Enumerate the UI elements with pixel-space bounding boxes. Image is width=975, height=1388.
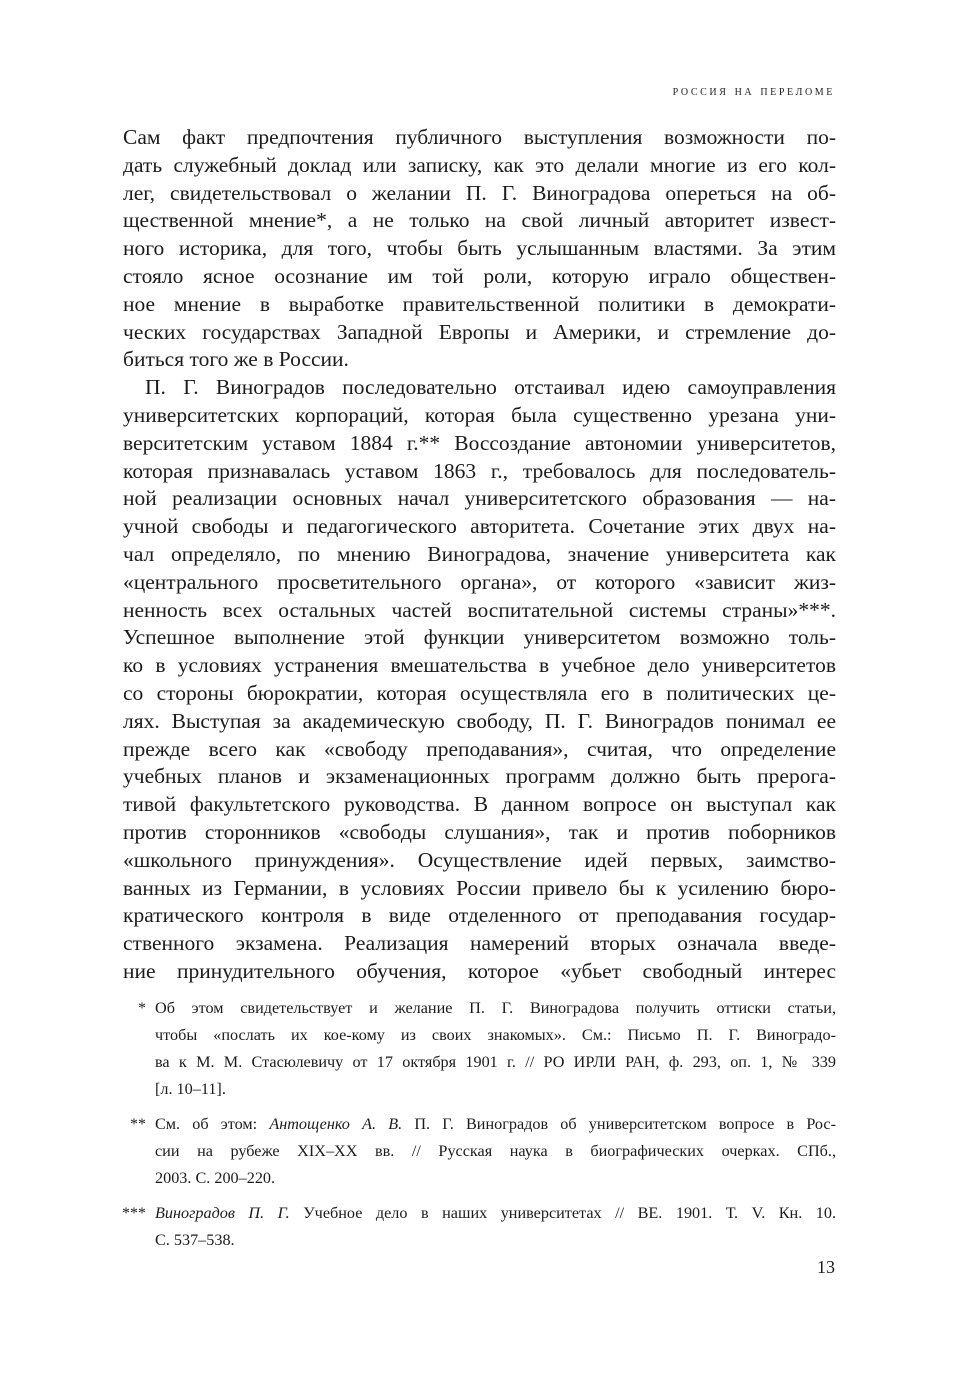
text-line: учной свободы и педагогического авторитета. Сочетание этих двух на-: [123, 514, 836, 539]
main-text: [123, 124, 836, 986]
footnote-line: сии на рубеже XIX–XX вв. // Русская наука в биографических очерках. СПб.,: [155, 1142, 836, 1160]
footnote-line: [л. 10–11].: [155, 1080, 226, 1098]
footnotes: [100, 995, 836, 1262]
text-line: ной реализации основных начал университетского образования — на-: [123, 486, 836, 511]
text-line: ственного экзамена. Реализация намерений вторых означала введе-: [123, 931, 836, 956]
text-line: ко в условиях устранения вмешательства в учебное дело университетов: [123, 653, 836, 678]
footnote: [100, 1111, 836, 1192]
text-line: университетских корпораций, которая была существенно урезана уни-: [123, 402, 836, 427]
footnote-line: [155, 1200, 836, 1227]
text-line: биться того же в России.: [123, 347, 349, 372]
footnote-mark: *: [138, 1000, 146, 1017]
text-line: дать служебный доклад или записку, как это делали многие из его кол-: [123, 152, 836, 177]
text-line: со стороны бюрократии, которая осуществляла его в политических це-: [123, 680, 836, 705]
footnote-body: [155, 1200, 836, 1254]
text-line: лях. Выступая за академическую свободу, П. Г. Виноградов понимал ее: [123, 708, 836, 733]
footnote-body: [155, 1111, 836, 1192]
text-line: кратического контроля в виде отделенного от преподавания государ-: [123, 903, 836, 928]
text-line: «центрального просветительного органа», от которого «зависит жиз-: [123, 569, 836, 594]
footnote-author: Антощенко А. В.: [269, 1115, 403, 1133]
page-number: 13: [817, 1257, 835, 1277]
text-line: против сторонников «свободы слушания», так и против поборников: [123, 819, 836, 844]
text-line: ненность всех остальных частей воспитательной системы страны»***.: [123, 597, 836, 622]
text-line: ние принудительного обучения, которое «убьет свободный интерес: [123, 958, 836, 983]
footnote: [100, 1200, 836, 1254]
text-line: Сам факт предпочтения публичного выступления возможности по-: [123, 125, 836, 149]
text-line: щественной мнение*, а не только на свой личный авторитет извест-: [123, 208, 836, 233]
text-line: прежде всего как «свободу преподавания», считая, что определение: [123, 736, 836, 761]
text-line: которая признавалась уставом 1863 г., требовалось для последователь-: [123, 458, 836, 483]
footnote-line-text: П. Г. Виноградов об университетском вопросе в Рос-: [414, 1115, 836, 1133]
text-line: тивой факультетского руководства. В данном вопросе он выступал как: [123, 792, 836, 817]
text-line: ного историка, для того, чтобы быть услышанным властями. За этим: [123, 236, 836, 261]
text-line: верситетским уставом 1884 г.** Воссоздание автономии университетов,: [123, 430, 836, 455]
footnote-line: [155, 1111, 836, 1138]
footnote-line: С. 537–538.: [155, 1231, 235, 1249]
footnote-line: 2003. С. 200–220.: [155, 1169, 276, 1187]
text-line: стояло ясное осознание им той роли, которую играло обществен-: [123, 263, 836, 288]
footnote-mark: ***: [122, 1205, 146, 1222]
text-line: лег, свидетельствовал о желании П. Г. Виноградова опереться на об-: [123, 180, 836, 205]
footnote-line: ва к М. М. Стасюлевичу от 17 октября 1901 г. // РО ИРЛИ РАН, ф. 293, оп. 1, № 339: [155, 1053, 836, 1071]
footnote-line: чтобы «послать их кое-кому из своих знакомых». См.: Письмо П. Г. Виноградо-: [155, 1026, 836, 1044]
text-line: Успешное выполнение этой функции университетом возможно толь-: [123, 625, 836, 650]
text-line: ческих государствах Западной Европы и Америки, и стремление до-: [123, 319, 836, 344]
footnote-mark: **: [130, 1116, 146, 1133]
footnote: [100, 995, 836, 1103]
text-line: «школьного принуждения». Осуществление идей первых, заимство-: [123, 847, 836, 872]
footnote-body: [155, 995, 836, 1103]
footnote-line: Об этом свидетельствует и желание П. Г. Виноградова получить оттиски статьи,: [155, 999, 836, 1017]
text-line: чал определяло, по мнению Виноградова, значение университета как: [123, 541, 836, 566]
footnote-prefix: См. об этом:: [155, 1115, 258, 1133]
running-header: россия на переломе: [672, 84, 835, 99]
text-line: ное мнение в выработке правительственной политики в демократи-: [123, 291, 836, 316]
text-line: П. Г. Виноградов последовательно отстаивал идею самоуправления: [145, 375, 836, 400]
footnote-author: Виноградов П. Г.: [155, 1204, 290, 1222]
text-line: ванных из Германии, в условиях России привело бы к усилению бюро-: [123, 875, 836, 900]
footnote-line-text: Учебное дело в наших университетах // ВЕ. 1901. Т. V. Кн. 10.: [303, 1204, 836, 1222]
text-line: учебных планов и экзаменационных программ должно быть прерога-: [123, 764, 836, 789]
